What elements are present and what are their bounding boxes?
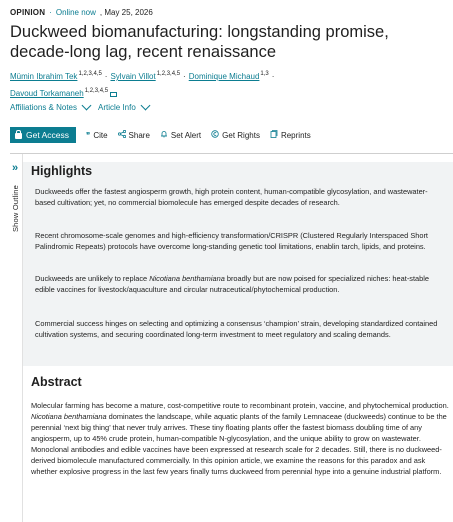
affiliations-toggle[interactable] <box>10 103 90 112</box>
reprints-icon <box>270 130 278 140</box>
show-outline-toggle[interactable] <box>8 163 22 232</box>
set-alert-button[interactable] <box>160 130 201 140</box>
publication-date: , May 25, 2026 <box>99 8 153 17</box>
share-icon <box>118 130 126 140</box>
author-affiliations: 1,2,3,4,5 <box>156 71 181 77</box>
show-outline-label: Show Outline <box>10 185 20 233</box>
article-info-label: Article Info <box>98 103 136 112</box>
author-item <box>10 89 117 98</box>
author-item <box>110 72 188 81</box>
highlight-item: Duckweeds offer the fastest angiosperm growth, high protein content, human-compatible glycosylation, and wastewater-based cultivation; yet, no commercial biomolecule has emerged despite decades of research. <box>35 187 428 207</box>
share-button[interactable] <box>118 130 150 140</box>
info-links <box>10 103 149 112</box>
reprints-button[interactable] <box>270 130 311 140</box>
set-alert-label: Set Alert <box>170 130 202 140</box>
chevron-down-icon <box>140 101 150 111</box>
article-toolbar <box>10 127 311 143</box>
author-item <box>10 72 110 81</box>
chevron-down-icon <box>82 101 92 111</box>
copyright-icon <box>211 130 219 140</box>
article-meta <box>10 8 153 17</box>
affiliations-label: Affiliations & Notes <box>10 103 77 112</box>
species-name: Nicotiana benthamiana <box>149 274 225 283</box>
share-label: Share <box>128 130 150 140</box>
author-name-link[interactable]: Davoud Torkamaneh <box>10 89 84 98</box>
author-separator: · <box>104 72 108 81</box>
highlight-item: Recent chromosome-scale genomes and high-efficiency transformation/CRISPR (Clustered Regularly Interspaced Short Palindromic Repeats) protocols have overcome long-standing genetic tool limitations, enablin tarch, lipids, and proteins. <box>35 231 428 251</box>
mail-icon[interactable] <box>110 92 117 97</box>
article-info-toggle[interactable] <box>98 103 149 112</box>
author-affiliations: 1,3 <box>260 71 269 77</box>
abstract-text: Molecular farming has become a mature, cost-competitive route to recombinant protein, vaccine, and phytochemical production. Nicotiana benthamiana dominates the landscape, while aquatic plants of the family Lemnaceae (duckweeds) continue to be the perennial ‘next big thing’ that never truly arrives. These tiny floating plants offer the fastest biomass doubling time of any angiosperm, up to 45% crude protein, human-compatible N-glycosylation, and the unique ability to grow on wastewater. Monoclonal antibodies and edible vaccines have been expressed at research scale for 2 decades. Still, there is no duckweed-derived biomolecule manufactured commercially. In this opinion article, we examine the reasons for this paradox and ask whether explosive progress in the last few years finally turns duckweed from perennial hype into a genuine industrial platform. <box>31 401 449 476</box>
lock-icon <box>15 133 22 139</box>
author-separator: · <box>183 72 186 81</box>
author-name-link[interactable]: Sylvain Villot <box>110 72 156 81</box>
article-title: Duckweed biomanufacturing: longstanding promise, decade-long lag, recent renaissance <box>10 23 389 61</box>
species-name: Nicotiana benthamiana <box>31 412 107 421</box>
cite-label: Cite <box>93 130 108 140</box>
get-rights-label: Get Rights <box>222 130 260 140</box>
author-name-link[interactable]: Mümin Ibrahim Tek <box>10 72 78 81</box>
abstract-heading: Abstract <box>31 375 82 389</box>
cite-button[interactable] <box>86 131 108 140</box>
highlight-item: Duckweeds are unlikely to replace Nicotiana benthamiana broadly but are now poised for specialized niches: heat-stable edible vaccines for livestock/aquaculture and circular nutraceutical/phytochemical production. <box>35 274 429 294</box>
online-status-link[interactable]: Online now <box>55 8 96 17</box>
bell-icon <box>160 130 168 140</box>
author-affiliations: 1,2,3,4,5 <box>78 71 102 77</box>
get-access-label: Get Access <box>26 130 69 140</box>
article-type: OPINION <box>10 8 46 17</box>
reprints-label: Reprints <box>280 130 311 140</box>
quote-icon: ❞ <box>86 130 91 140</box>
separator-dot: · <box>49 8 52 17</box>
author-list <box>10 67 446 101</box>
author-separator: · <box>271 72 275 81</box>
author-affiliations: 1,2,3,4,5 <box>84 88 109 94</box>
date-text: May 25, 2026 <box>104 8 153 17</box>
author-name-link[interactable]: Dominique Michaud <box>188 72 260 81</box>
double-chevron-icon: » <box>11 162 19 174</box>
get-rights-button[interactable] <box>211 130 260 140</box>
divider <box>10 153 453 154</box>
author-item <box>189 72 278 81</box>
highlight-item: Commercial success hinges on selecting and optimizing a consensus ‘champion’ strain, developing standardized contained cultivation systems, and securing coordinated long-term investment to meet regulatory and scaling demands. <box>35 319 438 339</box>
highlights-heading: Highlights <box>31 164 93 178</box>
get-access-button[interactable] <box>10 127 76 143</box>
